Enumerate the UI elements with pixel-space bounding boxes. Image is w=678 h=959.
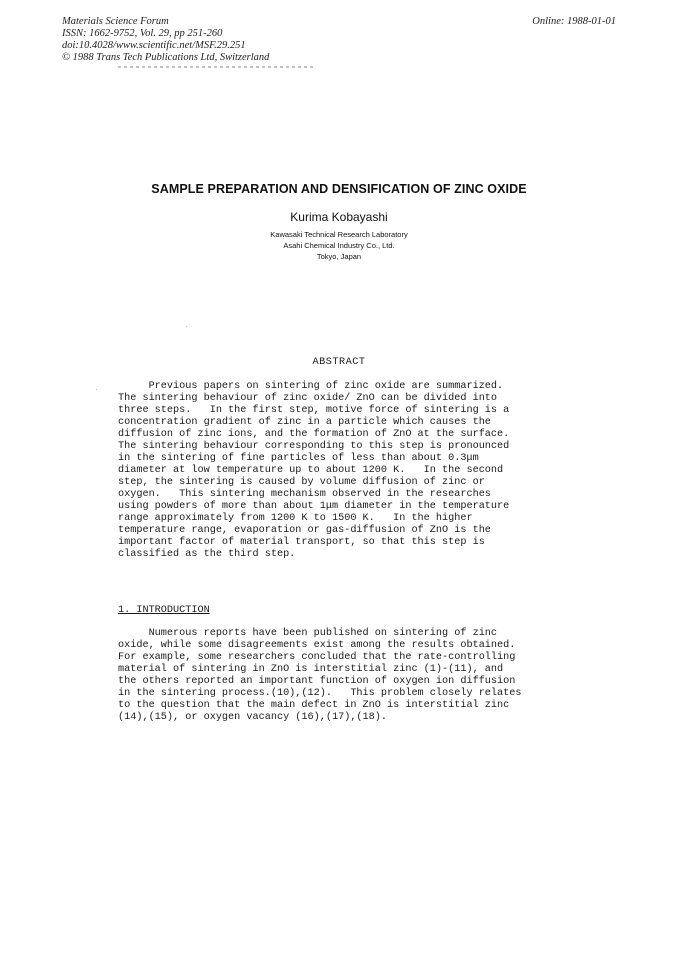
affiliation-block [0, 229, 678, 262]
scan-speck [186, 326, 187, 327]
abstract-line: diffusion of zinc ions, and the formation of ZnO at the surface. [118, 429, 510, 440]
abstract-line: temperature range, evaporation or gas-diffusion of ZnO is the [118, 525, 491, 536]
abstract-heading: ABSTRACT [312, 357, 366, 368]
abstract-line: oxygen. This sintering mechanism observed in the researches [118, 489, 491, 500]
abstract-line: diameter at low temperature up to about 1200 K. In the second [118, 465, 504, 476]
introduction-line: Numerous reports have been published on sintering of zinc [118, 628, 498, 639]
abstract-line: classified as the third step. [118, 549, 296, 560]
abstract-line: three steps. In the first step, motive force of sintering is a [118, 405, 510, 416]
affiliation-line: Kawasaki Technical Research Laboratory [270, 230, 408, 239]
affiliation-line: Tokyo, Japan [316, 252, 362, 261]
abstract-line: range approximately from 1200 K to 1500 K. In the higher [118, 513, 473, 524]
abstract-line: in the sintering of fine particles of less than about 0.3μm [118, 453, 479, 464]
introduction-body [118, 628, 578, 724]
introduction-line: material of sintering in ZnO is interstitial zinc (1)-(11), and [118, 664, 504, 675]
journal-header [62, 16, 269, 64]
scan-speck [96, 389, 97, 390]
doi-line: doi:10.4028/www.scientific.net/MSF.29.251 [62, 40, 246, 51]
introduction-line: to the question that the main defect in ZnO is interstitial zinc [118, 700, 510, 711]
introduction-line: the others reported an important function of oxygen ion diffusion [118, 676, 516, 687]
introduction-line: in the sintering process.(10),(12). This problem closely relates [118, 688, 522, 699]
issn-line: ISSN: 1662-9752, Vol. 29, pp 251-260 [62, 28, 223, 39]
online-date: Online: 1988-01-01 [532, 16, 616, 27]
introduction-line: For example, some researchers concluded that the rate-controlling [118, 652, 516, 663]
abstract-line: step, the sintering is caused by volume diffusion of zinc or [118, 477, 485, 488]
abstract-line: concentration gradient of zinc in a particle which causes the [118, 417, 491, 428]
affiliation-line: Asahi Chemical Industry Co., Ltd. [283, 241, 395, 250]
abstract-line: important factor of material transport, so that this step is [118, 537, 485, 548]
abstract-line: Previous papers on sintering of zinc oxide are summarized. [118, 381, 504, 392]
abstract-line: The sintering behaviour corresponding to this step is pronounced [118, 441, 510, 452]
abstract-line: The sintering behaviour of zinc oxide/ ZnO can be divided into [118, 393, 498, 404]
copyright-line: © 1988 Trans Tech Publications Ltd, Switzerland [62, 52, 270, 63]
abstract-body [118, 381, 578, 561]
introduction-line: (14),(15), or oxygen vacancy (16),(17),(18). [118, 712, 387, 723]
paper-author: Kurima Kobayashi [290, 210, 388, 224]
abstract-line: using powders of more than about 1μm diameter in the temperature [118, 501, 510, 512]
scan-artifact [118, 66, 314, 68]
journal-name: Materials Science Forum [62, 16, 169, 27]
introduction-line: oxide, while some disagreements exist among the results obtained. [118, 640, 516, 651]
introduction-heading: 1. INTRODUCTION [118, 605, 210, 616]
paper-title: SAMPLE PREPARATION AND DENSIFICATION OF ZINC OXIDE [151, 182, 527, 196]
